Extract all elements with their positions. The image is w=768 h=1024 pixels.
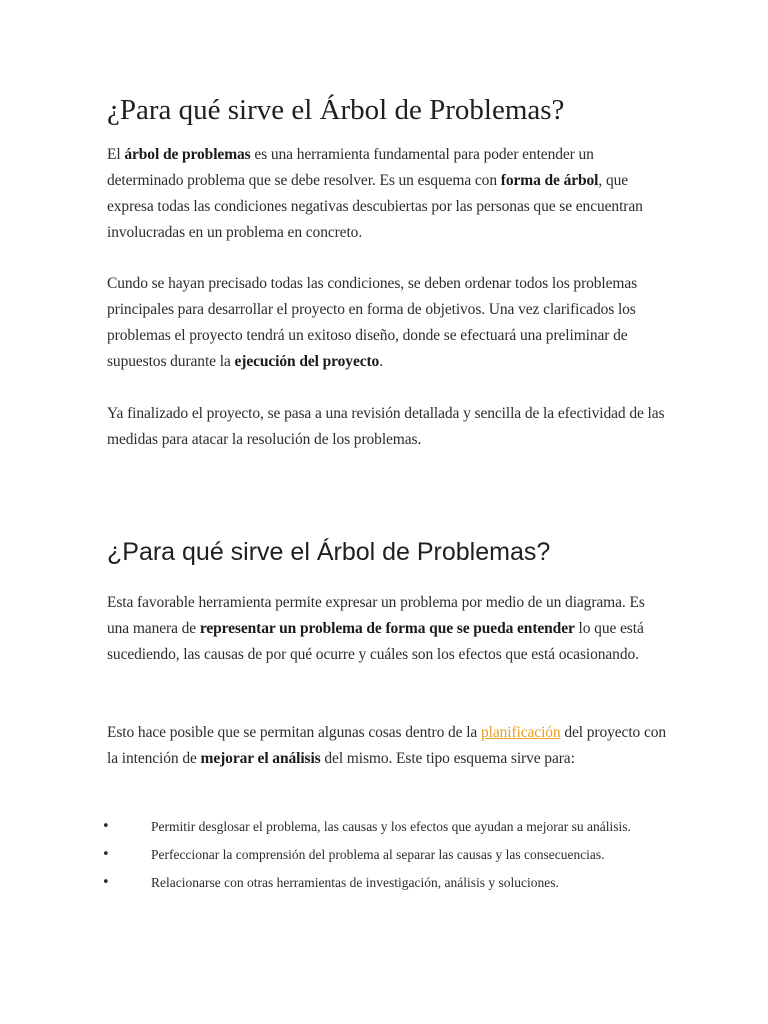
text-run: es una herramienta fundamental para poder entender un determinado problema que se debe resolver. Es un esquema con xyxy=(107,146,594,189)
bold-term-arbol-de-problemas: árbol de problemas xyxy=(124,146,251,163)
text-run: El xyxy=(107,146,125,163)
bullet-icon: • xyxy=(102,875,110,890)
list-item xyxy=(102,818,667,836)
list-item-text: Perfeccionar la comprensión del problema al separar las causas y las consecuencias. xyxy=(151,847,605,862)
paragraph-diagram xyxy=(107,590,667,668)
planificacion-link[interactable]: planificación xyxy=(480,724,561,741)
bold-term-ejecucion-del-proyecto: ejecución del proyecto xyxy=(234,353,380,370)
bold-term-mejorar-el-analisis: mejorar el análisis xyxy=(200,750,321,767)
bold-term-representar: representar un problema de forma que se pueda entender xyxy=(199,620,575,637)
text-run: del mismo. Este tipo esquema sirve para: xyxy=(320,750,575,767)
bold-term-forma-de-arbol: forma de árbol xyxy=(500,172,599,189)
section-heading: ¿Para qué sirve el Árbol de Problemas? xyxy=(107,538,551,566)
paragraph-intro xyxy=(107,142,667,246)
text-run: lo que está sucediendo, las causas de por qué ocurre y cuáles son los efectos que está ocasionando. xyxy=(107,620,644,663)
text-run: Esto hace posible que se permitan algunas cosas dentro de la xyxy=(107,724,481,741)
list-item-text: Permitir desglosar el problema, las causas y los efectos que ayudan a mejorar su análisis. xyxy=(151,819,631,834)
text-run: , que expresa todas las condiciones negativas descubiertas por las personas que se encuentran involucradas en un problema en concreto. xyxy=(107,172,643,241)
list-item xyxy=(102,874,667,892)
page-title: ¿Para qué sirve el Árbol de Problemas? xyxy=(107,94,565,126)
text-run: del proyecto con la intención de xyxy=(107,724,667,767)
list-item xyxy=(102,846,667,864)
bullet-icon: • xyxy=(102,819,110,834)
text-run: Cundo se hayan precisado todas las condiciones, se deben ordenar todos los problemas principales para desarrollar el proyecto en forma de objetivos. Una vez clarificados los problemas el proyecto tendrá un exitoso diseño, donde se efectuará una preliminar de supuestos durante la xyxy=(107,275,638,370)
uses-list xyxy=(102,818,667,902)
bullet-icon: • xyxy=(102,847,110,862)
text-run: Ya finalizado el proyecto, se pasa a una revisión detallada y sencilla de la efectividad de las medidas para atacar la resolución de los problemas. xyxy=(107,405,665,448)
list-item-text: Relacionarse con otras herramientas de investigación, análisis y soluciones. xyxy=(151,875,559,890)
text-run: . xyxy=(379,353,383,370)
paragraph-planning xyxy=(107,720,667,772)
paragraph-review xyxy=(107,401,667,453)
paragraph-conditions xyxy=(107,271,667,375)
text-run: Esta favorable herramienta permite expresar un problema por medio de un diagrama. Es una manera de xyxy=(107,594,645,637)
